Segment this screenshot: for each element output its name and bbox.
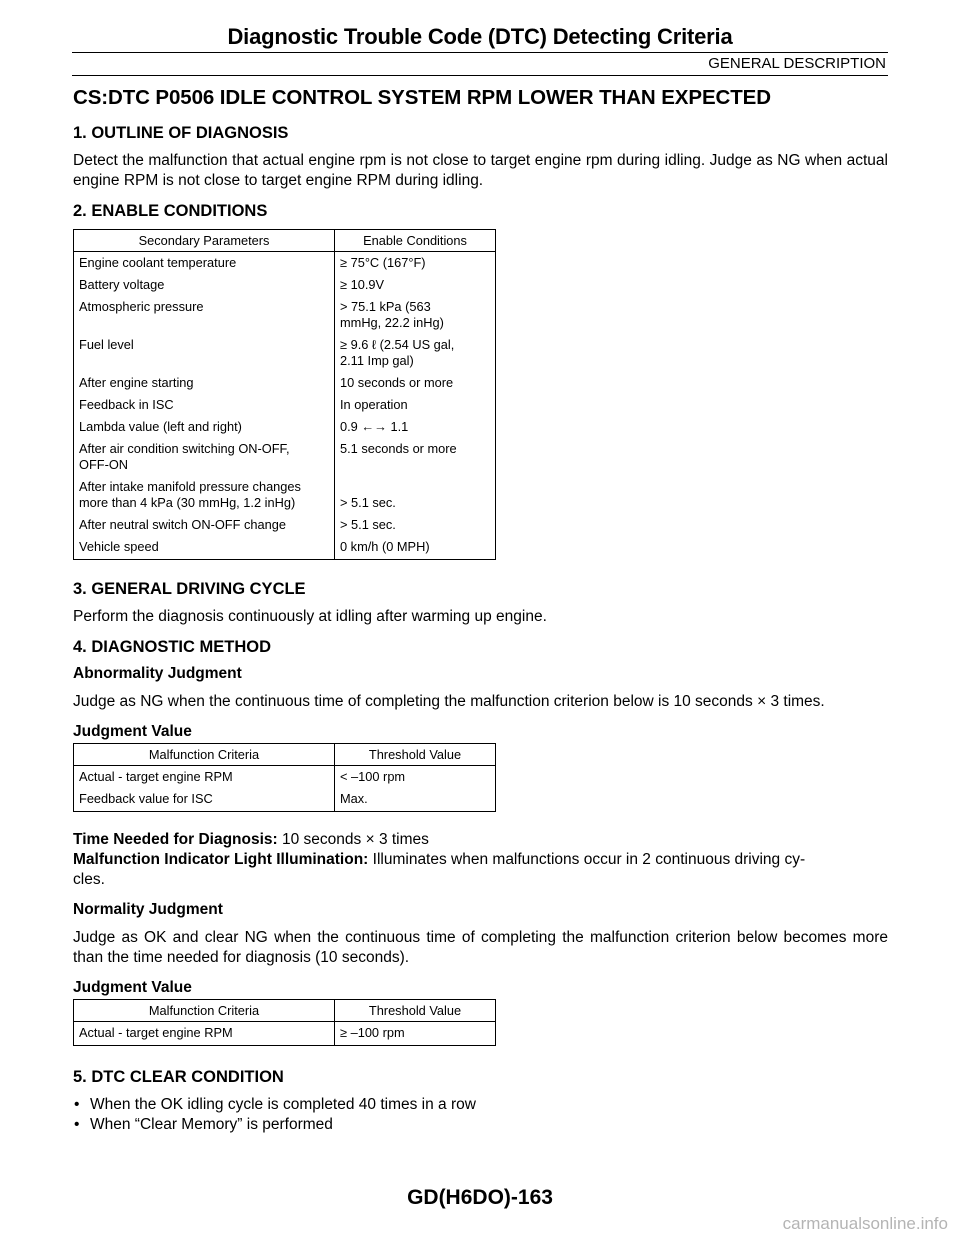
column-header: Malfunction Criteria xyxy=(74,744,335,766)
value-cell: 0.9 ←→ 1.1 xyxy=(335,417,496,439)
parameter-cell: After air condition switching ON-OFF, OFF-ON xyxy=(74,439,335,477)
mil-line xyxy=(73,850,888,890)
parameter-cell: Vehicle speed xyxy=(74,537,335,560)
value-cell: ≥ –100 rpm xyxy=(335,1022,496,1046)
column-header: Threshold Value xyxy=(335,744,496,766)
value-cell: ≥ 10.9V xyxy=(335,275,496,297)
table-row xyxy=(74,297,496,335)
diagnostic-method-heading: 4. DIAGNOSTIC METHOD xyxy=(73,638,272,656)
parameter-cell: After engine starting xyxy=(74,373,335,395)
enable-conditions-heading: 2. ENABLE CONDITIONS xyxy=(73,202,268,220)
column-header: Secondary Parameters xyxy=(74,230,335,252)
table-row xyxy=(74,789,496,812)
outline-heading: 1. OUTLINE OF DIAGNOSIS xyxy=(73,124,289,142)
outline-text: Detect the malfunction that actual engine rpm is not close to target engine rpm during idling. Judge as NG when actual engine RPM is not close to target engine RPM during idling. xyxy=(73,152,888,189)
dtc-title: CS:DTC P0506 IDLE CONTROL SYSTEM RPM LOWER THAN EXPECTED xyxy=(73,86,771,109)
table-header-row xyxy=(74,230,496,252)
value-cell: > 5.1 sec. xyxy=(335,515,496,537)
table-header-row xyxy=(74,1000,496,1022)
list-item: • When the OK idling cycle is completed 40 times in a row xyxy=(73,1095,888,1115)
value-cell: ≥ 9.6 ℓ (2.54 US gal, 2.11 Imp gal) xyxy=(335,335,496,373)
parameter-cell: After neutral switch ON-OFF change xyxy=(74,515,335,537)
parameter-cell: Lambda value (left and right) xyxy=(74,417,335,439)
page-number: GD(H6DO)-163 xyxy=(407,1186,553,1209)
parameter-cell: Engine coolant temperature xyxy=(74,252,335,276)
value-cell: Max. xyxy=(335,789,496,812)
time-needed-value: 10 seconds × 3 times xyxy=(277,831,429,848)
table-row xyxy=(74,515,496,537)
time-needed-label: Time Needed for Diagnosis: xyxy=(73,831,278,848)
value-cell: 0 km/h (0 MPH) xyxy=(335,537,496,560)
table-row xyxy=(74,439,496,477)
parameter-cell: Battery voltage xyxy=(74,275,335,297)
table-row xyxy=(74,477,496,515)
mil-label: Malfunction Indicator Light Illumination: xyxy=(73,851,369,868)
parameter-cell: After intake manifold pressure changes more than 4 kPa (30 mmHg, 1.2 inHg) xyxy=(74,477,335,515)
page-content xyxy=(73,86,888,1135)
time-needed-line xyxy=(73,830,888,850)
list-item: • When “Clear Memory” is performed xyxy=(73,1115,888,1135)
table-row xyxy=(74,537,496,560)
document-title: Diagnostic Trouble Code (DTC) Detecting Criteria xyxy=(227,24,733,49)
parameter-cell: Actual - target engine RPM xyxy=(74,766,335,790)
table-row xyxy=(74,1022,496,1046)
watermark: carmanualsonline.info xyxy=(782,1214,948,1233)
driving-cycle-heading: 3. GENERAL DRIVING CYCLE xyxy=(73,580,306,598)
value-cell: < –100 rpm xyxy=(335,766,496,790)
value-cell: > 5.1 sec. xyxy=(335,477,496,515)
parameter-cell: Fuel level xyxy=(74,335,335,373)
normality-heading: Normality Judgment xyxy=(73,901,223,918)
table-row xyxy=(74,417,496,439)
mil-value: Illuminates when malfunctions occur in 2 continuous driving cy- cles. xyxy=(73,851,806,888)
parameter-cell: Actual - target engine RPM xyxy=(74,1022,335,1046)
parameter-cell: Feedback value for ISC xyxy=(74,789,335,812)
normality-judgment-table xyxy=(73,999,496,1046)
abnormality-text: Judge as NG when the continuous time of completing the malfunction criterion below is 10 seconds × 3 times. xyxy=(73,693,825,710)
parameter-cell: Feedback in ISC xyxy=(74,395,335,417)
value-cell: > 75.1 kPa (563 mmHg, 22.2 inHg) xyxy=(335,297,496,335)
table-row xyxy=(74,335,496,373)
value-cell: 10 seconds or more xyxy=(335,373,496,395)
normality-table-caption: Judgment Value xyxy=(73,979,192,996)
enable-conditions-table xyxy=(73,229,496,560)
enable-conditions-body xyxy=(74,252,496,560)
diagnosis-parameters xyxy=(73,830,888,890)
table-row xyxy=(74,373,496,395)
value-cell: 5.1 seconds or more xyxy=(335,439,496,477)
abnormality-judgment-table xyxy=(73,743,496,812)
abnormality-heading: Abnormality Judgment xyxy=(73,665,242,682)
table-row xyxy=(74,766,496,790)
header-rule-top xyxy=(72,52,888,53)
column-header: Enable Conditions xyxy=(335,230,496,252)
table-row xyxy=(74,252,496,276)
parameter-cell: Atmospheric pressure xyxy=(74,297,335,335)
dtc-clear-heading: 5. DTC CLEAR CONDITION xyxy=(73,1068,284,1086)
column-header: Malfunction Criteria xyxy=(74,1000,335,1022)
page-header xyxy=(0,0,960,84)
value-cell: In operation xyxy=(335,395,496,417)
table-row xyxy=(74,395,496,417)
normality-text: Judge as OK and clear NG when the continuous time of completing the malfunction criterion below becomes more than the time needed for diagnosis (10 seconds). xyxy=(73,929,888,966)
table-row xyxy=(74,275,496,297)
header-rule-bottom xyxy=(72,75,888,76)
abnormality-table-body xyxy=(74,766,496,812)
abnormality-table-caption: Judgment Value xyxy=(73,723,192,740)
driving-cycle-text: Perform the diagnosis continuously at idling after warming up engine. xyxy=(73,608,547,625)
dtc-clear-list xyxy=(73,1095,888,1135)
normality-table-body xyxy=(74,1022,496,1046)
column-header: Threshold Value xyxy=(335,1000,496,1022)
section-label: GENERAL DESCRIPTION xyxy=(708,55,886,72)
value-cell: ≥ 75°C (167°F) xyxy=(335,252,496,276)
table-header-row xyxy=(74,744,496,766)
